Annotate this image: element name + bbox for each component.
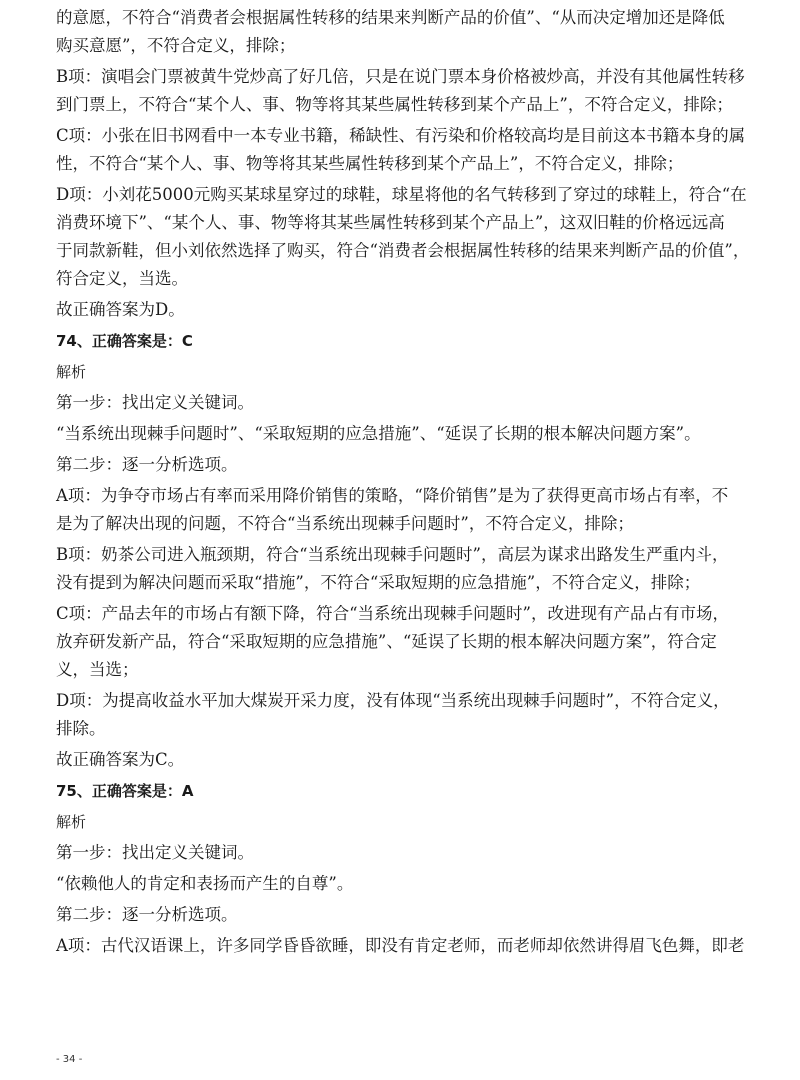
paragraph	[56, 296, 754, 324]
text-line: D项：小刘花5000元购买某球星穿过的球鞋，球星将他的名气转移到了穿过的球鞋上，符合“在	[56, 185, 747, 204]
page-number: - 34 -	[56, 1054, 83, 1065]
text-line: A项：为争夺市场占有率而采用降价销售的策略，“降价销售”是为了获得更高市场占有率，不	[56, 486, 729, 505]
analysis-label	[56, 808, 754, 836]
paragraph	[56, 746, 754, 774]
text-line: 75、正确答案是：A	[56, 782, 194, 800]
text-line: 没有提到为解决问题而采取“措施”，不符合“采取短期的应急措施”，不符合定义，排除；	[56, 573, 701, 592]
text-line: 解析	[56, 363, 87, 381]
text-line: 义，当选；	[56, 660, 139, 679]
text-line: 74、正确答案是：C	[56, 332, 193, 350]
paragraph	[56, 901, 754, 929]
text-line: 到门票上，不符合“某个人、事、物等将其某些属性转移到某个产品上”，不符合定义，排除；	[56, 95, 733, 114]
text-line: 第一步：找出定义关键词。	[56, 393, 254, 412]
text-line: 性，不符合“某个人、事、物等将其某些属性转移到某个产品上”，不符合定义，排除；	[56, 154, 684, 173]
text-line: 是为了解决出现的问题，不符合“当系统出现棘手问题时”，不符合定义，排除；	[56, 514, 634, 533]
text-line: 解析	[56, 813, 87, 831]
paragraph	[56, 420, 754, 448]
text-line: 于同款新鞋，但小刘依然选择了购买，符合“消费者会根据属性转移的结果来判断产品的价值”，	[56, 241, 750, 260]
text-line: 第二步：逐一分析选项。	[56, 905, 238, 924]
text-line: “依赖他人的肯定和表扬而产生的自尊”。	[56, 874, 354, 893]
text-line: “当系统出现棘手问题时”、“采取短期的应急措施”、“延误了长期的根本解决问题方案”。	[56, 424, 701, 443]
paragraph	[56, 541, 754, 597]
analysis-label	[56, 358, 754, 386]
paragraph	[56, 122, 754, 178]
paragraph	[56, 600, 754, 684]
text-line: 第一步：找出定义关键词。	[56, 843, 254, 862]
text-line: 第二步：逐一分析选项。	[56, 455, 238, 474]
text-line: 放弃研发新产品，符合“采取短期的应急措施”、“延误了长期的根本解决问题方案”，符合定	[56, 632, 717, 651]
text-line: 排除。	[56, 719, 106, 738]
paragraph	[56, 63, 754, 119]
paragraph	[56, 932, 754, 960]
text-line: 符合定义，当选。	[56, 269, 188, 288]
paragraph	[56, 687, 754, 743]
answer-heading	[56, 777, 754, 805]
paragraph	[56, 389, 754, 417]
paragraph	[56, 839, 754, 867]
text-line: 购买意愿”，不符合定义，排除；	[56, 36, 296, 55]
paragraph	[56, 870, 754, 898]
text-line: C项：产品去年的市场占有额下降，符合“当系统出现棘手问题时”，改进现有产品占有市场，	[56, 604, 729, 623]
text-line: B项：演唱会门票被黄牛党炒高了好几倍，只是在说门票本身价格被炒高，并没有其他属性转移	[56, 67, 745, 86]
text-line: 故正确答案为C。	[56, 750, 185, 769]
text-line: 故正确答案为D。	[56, 300, 185, 319]
text-line: C项：小张在旧书网看中一本专业书籍，稀缺性、有污染和价格较高均是目前这本书籍本身的属	[56, 126, 746, 145]
paragraph	[56, 482, 754, 538]
answer-heading	[56, 327, 754, 355]
text-line: 消费环境下”、“某个人、事、物等将其某些属性转移到某个产品上”，这双旧鞋的价格远远高	[56, 213, 725, 232]
paragraph	[56, 451, 754, 479]
paragraph	[56, 181, 754, 293]
text-line: A项：古代汉语课上，许多同学昏昏欲睡，即没有肯定老师，而老师却依然讲得眉飞色舞，即老	[56, 936, 745, 955]
text-line: 的意愿，不符合“消费者会根据属性转移的结果来判断产品的价值”、“从而决定增加还是降低	[56, 8, 725, 27]
paragraph	[56, 4, 754, 60]
text-line: B项：奶茶公司进入瓶颈期，符合“当系统出现棘手问题时”，高层为谋求出路发生严重内斗，	[56, 545, 729, 564]
text-line: D项：为提高收益水平加大煤炭开采力度，没有体现“当系统出现棘手问题时”，不符合定义，	[56, 691, 730, 710]
